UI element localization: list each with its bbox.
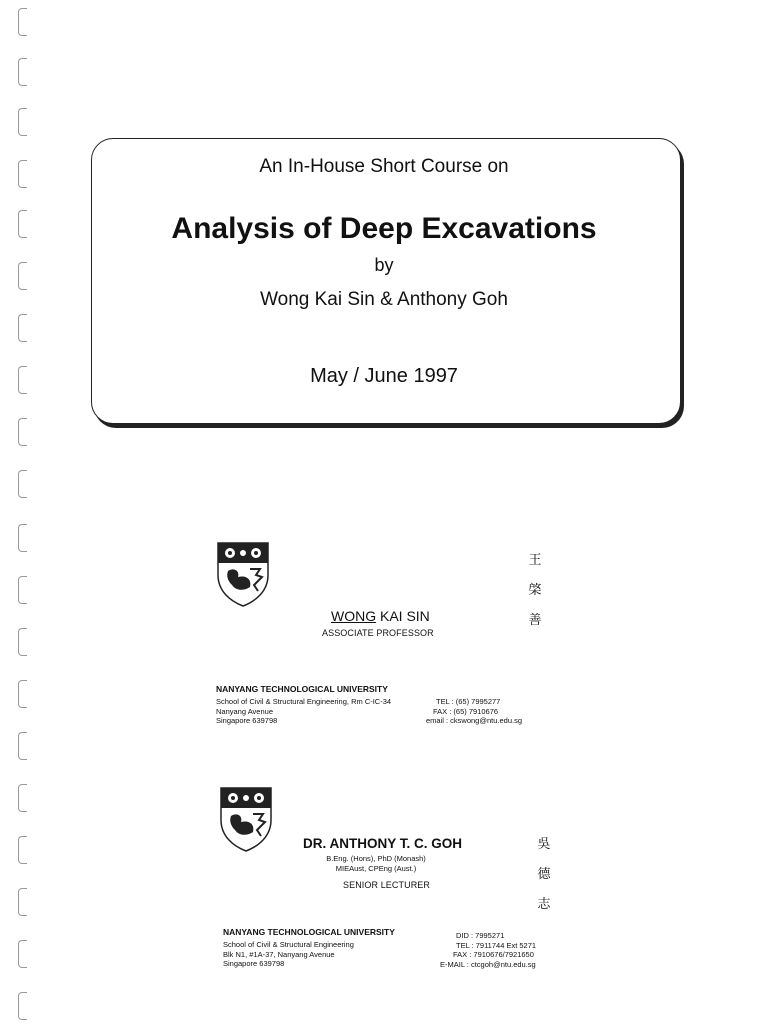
contact-line: FAX : (65) 7910676 [433,706,499,716]
card2-chinese-name [535,830,553,920]
ntu-crest-icon [219,786,273,852]
card1-contact [414,697,544,726]
address-line: Blk N1, #1A-37, Nanyang Avenue [223,949,335,959]
card2-chinese-char: 吳 [537,837,551,852]
course-title: Analysis of Deep Excavations [171,212,597,245]
card2-contact [432,931,560,969]
card1-name-surname: WONG [331,608,377,624]
contact-line: E-MAIL : ctcgoh@ntu.edu.sg [440,959,536,969]
address-line: School of Civil & Structural Engineering, Rm C-IC-34 [216,697,392,706]
ntu-crest-icon [216,541,270,607]
card1-name [331,608,430,624]
contact-line: FAX : 7910676/7921650 [453,950,534,959]
card1-chinese-name [526,546,544,636]
card1-name-given: KAI SIN [376,608,430,624]
course-authors: Wong Kai Sin & Anthony Goh [260,289,508,310]
card2-address [223,940,354,969]
contact-line: TEL : (65) 7995277 [436,697,501,706]
address-line: Nanyang Avenue [216,706,273,716]
card1-address [216,697,391,726]
contact-line: DID : 7995271 [456,931,505,940]
card2-qualifications [300,854,452,873]
address-line: Singapore 639798 [223,959,285,968]
card2-chinese-char: 志 [537,897,551,912]
qualification-line: B.Eng. (Hons), PhD (Monash) [326,854,426,863]
card2-position: SENIOR LECTURER [343,880,431,890]
qualification-line: MIEAust, CPEng (Aust.) [335,863,417,873]
card2-name: DR. ANTHONY T. C. GOH [303,836,463,851]
card1-chinese-char: 王 [528,553,542,568]
card2-university: NANYANG TECHNOLOGICAL UNIVERSITY [223,927,395,937]
card1-position: ASSOCIATE PROFESSOR [322,628,434,638]
card1-chinese-char: 善 [528,613,542,628]
address-line: School of Civil & Structural Engineering [223,940,354,949]
contact-line: email : ckswong@ntu.edu.sg [426,716,522,725]
contact-line: TEL : 7911744 Ext 5271 [456,940,537,950]
card1-university: NANYANG TECHNOLOGICAL UNIVERSITY [216,684,388,694]
course-date: May / June 1997 [310,365,458,387]
course-subtitle: An In-House Short Course on [259,156,509,177]
card2-chinese-char: 德 [537,867,551,882]
address-line: Singapore 639798 [216,716,278,725]
course-by: by [374,255,394,275]
binding-holes [12,0,32,1024]
card1-chinese-char: 棨 [528,583,542,598]
